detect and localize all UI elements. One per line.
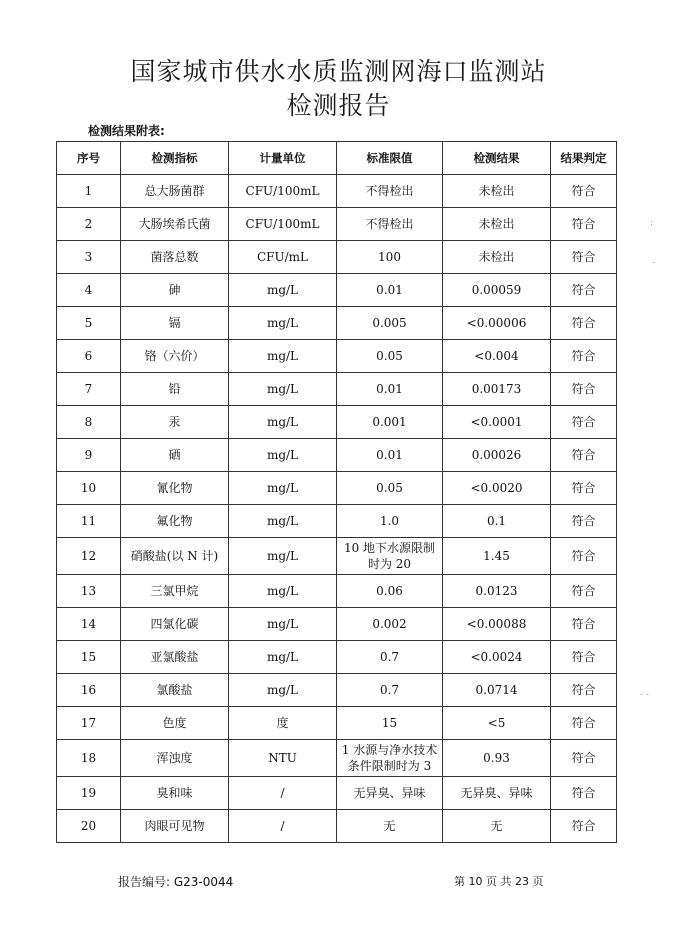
- cell-result: 0.1: [443, 505, 551, 538]
- cell-no: 10: [57, 472, 121, 505]
- cell-result: <0.0001: [443, 406, 551, 439]
- table-row: [57, 340, 617, 373]
- table-row: [57, 740, 617, 777]
- cell-no: 6: [57, 340, 121, 373]
- cell-limit: 15: [337, 707, 443, 740]
- cell-unit: 度: [229, 707, 337, 740]
- cell-item: 总大肠菌群: [121, 175, 229, 208]
- cell-result: 未检出: [443, 241, 551, 274]
- cell-no: 13: [57, 575, 121, 608]
- cell-item: 浑浊度: [121, 740, 229, 777]
- cell-item: 三氯甲烷: [121, 575, 229, 608]
- cell-result: <0.00088: [443, 608, 551, 641]
- table-row: [57, 406, 617, 439]
- cell-result: 未检出: [443, 208, 551, 241]
- cell-judgement: 符合: [551, 175, 617, 208]
- cell-item: 四氯化碳: [121, 608, 229, 641]
- cell-limit: 0.005: [337, 307, 443, 340]
- cell-item: 汞: [121, 406, 229, 439]
- cell-limit: 不得检出: [337, 208, 443, 241]
- cell-limit: 0.7: [337, 641, 443, 674]
- cell-unit: NTU: [229, 740, 337, 777]
- cell-unit: CFU/mL: [229, 241, 337, 274]
- cell-result: 0.00173: [443, 373, 551, 406]
- cell-item: 砷: [121, 274, 229, 307]
- cell-result: <0.0020: [443, 472, 551, 505]
- cell-no: 19: [57, 777, 121, 810]
- cell-no: 4: [57, 274, 121, 307]
- cell-unit: mg/L: [229, 406, 337, 439]
- cell-result: <0.004: [443, 340, 551, 373]
- cell-item: 硝酸盐(以 N 计): [121, 538, 229, 575]
- cell-item: 菌落总数: [121, 241, 229, 274]
- cell-result: 0.0714: [443, 674, 551, 707]
- cell-limit: 0.001: [337, 406, 443, 439]
- cell-item: 氰化物: [121, 472, 229, 505]
- cell-no: 12: [57, 538, 121, 575]
- table-row: [57, 274, 617, 307]
- cell-result: <0.0024: [443, 641, 551, 674]
- cell-limit: 0.05: [337, 340, 443, 373]
- cell-judgement: 符合: [551, 439, 617, 472]
- cell-result: 0.00026: [443, 439, 551, 472]
- table-row: [57, 241, 617, 274]
- table-row: [57, 307, 617, 340]
- cell-unit: CFU/100mL: [229, 208, 337, 241]
- cell-judgement: 符合: [551, 777, 617, 810]
- cell-result: <0.00006: [443, 307, 551, 340]
- cell-unit: mg/L: [229, 538, 337, 575]
- cell-no: 17: [57, 707, 121, 740]
- cell-judgement: 符合: [551, 505, 617, 538]
- table-row: [57, 810, 617, 843]
- cell-unit: /: [229, 810, 337, 843]
- cell-limit: 0.01: [337, 439, 443, 472]
- cell-no: 2: [57, 208, 121, 241]
- cell-unit: mg/L: [229, 608, 337, 641]
- cell-no: 8: [57, 406, 121, 439]
- table-row: [57, 538, 617, 575]
- column-header-no: 序号: [57, 142, 121, 175]
- cell-no: 1: [57, 175, 121, 208]
- cell-result: 未检出: [443, 175, 551, 208]
- cell-judgement: 符合: [551, 740, 617, 777]
- cell-judgement: 符合: [551, 641, 617, 674]
- cell-judgement: 符合: [551, 575, 617, 608]
- column-header-judgement: 结果判定: [551, 142, 617, 175]
- cell-judgement: 符合: [551, 241, 617, 274]
- cell-limit: 10 地下水源限制时为 20: [337, 538, 443, 575]
- scan-mark: -: [652, 258, 656, 268]
- cell-item: 氟化物: [121, 505, 229, 538]
- cell-unit: mg/L: [229, 641, 337, 674]
- table-row: [57, 707, 617, 740]
- cell-unit: mg/L: [229, 674, 337, 707]
- cell-no: 15: [57, 641, 121, 674]
- cell-judgement: 符合: [551, 208, 617, 241]
- cell-no: 9: [57, 439, 121, 472]
- cell-unit: mg/L: [229, 439, 337, 472]
- cell-unit: mg/L: [229, 505, 337, 538]
- cell-item: 亚氯酸盐: [121, 641, 229, 674]
- cell-limit: 0.01: [337, 373, 443, 406]
- scan-mark: :: [650, 218, 654, 228]
- cell-result: 0.00059: [443, 274, 551, 307]
- table-row: [57, 208, 617, 241]
- cell-item: 大肠埃希氏菌: [121, 208, 229, 241]
- cell-result: 0.93: [443, 740, 551, 777]
- cell-result: 无: [443, 810, 551, 843]
- cell-result: 无异臭、异味: [443, 777, 551, 810]
- cell-no: 3: [57, 241, 121, 274]
- table-row: [57, 641, 617, 674]
- cell-no: 20: [57, 810, 121, 843]
- table-row: [57, 608, 617, 641]
- cell-judgement: 符合: [551, 538, 617, 575]
- cell-judgement: 符合: [551, 406, 617, 439]
- cell-limit: 1.0: [337, 505, 443, 538]
- cell-limit: 0.05: [337, 472, 443, 505]
- cell-unit: mg/L: [229, 575, 337, 608]
- cell-limit: 0.01: [337, 274, 443, 307]
- cell-item: 铬（六价）: [121, 340, 229, 373]
- cell-judgement: 符合: [551, 472, 617, 505]
- results-table: [56, 141, 617, 843]
- page-number: 第 10 页 共 23 页: [454, 875, 544, 888]
- report-subtitle: 检测报告: [286, 91, 391, 120]
- table-header-row: [57, 142, 617, 175]
- cell-judgement: 符合: [551, 810, 617, 843]
- cell-result: 0.0123: [443, 575, 551, 608]
- column-header-item: 检测指标: [121, 142, 229, 175]
- cell-item: 氯酸盐: [121, 674, 229, 707]
- cell-no: 18: [57, 740, 121, 777]
- cell-judgement: 符合: [551, 340, 617, 373]
- cell-unit: CFU/100mL: [229, 175, 337, 208]
- scan-mark: - -: [640, 690, 649, 700]
- cell-no: 14: [57, 608, 121, 641]
- table-row: [57, 373, 617, 406]
- cell-no: 16: [57, 674, 121, 707]
- cell-result: <5: [443, 707, 551, 740]
- report-number: 报告编号: G23-0044: [118, 875, 234, 889]
- cell-unit: mg/L: [229, 373, 337, 406]
- cell-judgement: 符合: [551, 608, 617, 641]
- column-header-unit: 计量单位: [229, 142, 337, 175]
- cell-judgement: 符合: [551, 307, 617, 340]
- cell-no: 11: [57, 505, 121, 538]
- cell-unit: /: [229, 777, 337, 810]
- cell-no: 7: [57, 373, 121, 406]
- cell-limit: 不得检出: [337, 175, 443, 208]
- table-row: [57, 505, 617, 538]
- table-row: [57, 472, 617, 505]
- report-title: 国家城市供水水质监测网海口监测站: [130, 57, 547, 86]
- table-row: [57, 575, 617, 608]
- cell-item: 肉眼可见物: [121, 810, 229, 843]
- table-row: [57, 777, 617, 810]
- cell-judgement: 符合: [551, 373, 617, 406]
- cell-limit: 0.7: [337, 674, 443, 707]
- attachment-label: 检测结果附表:: [88, 124, 165, 138]
- cell-limit: 0.002: [337, 608, 443, 641]
- cell-item: 硒: [121, 439, 229, 472]
- cell-unit: mg/L: [229, 307, 337, 340]
- cell-item: 镉: [121, 307, 229, 340]
- cell-limit: 无异臭、异味: [337, 777, 443, 810]
- cell-unit: mg/L: [229, 340, 337, 373]
- cell-no: 5: [57, 307, 121, 340]
- cell-item: 臭和味: [121, 777, 229, 810]
- cell-limit: 100: [337, 241, 443, 274]
- column-header-limit: 标准限值: [337, 142, 443, 175]
- table-row: [57, 175, 617, 208]
- column-header-result: 检测结果: [443, 142, 551, 175]
- cell-judgement: 符合: [551, 674, 617, 707]
- cell-result: 1.45: [443, 538, 551, 575]
- table-row: [57, 674, 617, 707]
- cell-limit: 0.06: [337, 575, 443, 608]
- cell-unit: mg/L: [229, 274, 337, 307]
- cell-item: 铅: [121, 373, 229, 406]
- table-row: [57, 439, 617, 472]
- table-body: [57, 175, 617, 843]
- cell-limit: 1 水源与净水技术条件限制时为 3: [337, 740, 443, 777]
- cell-unit: mg/L: [229, 472, 337, 505]
- cell-item: 色度: [121, 707, 229, 740]
- cell-judgement: 符合: [551, 274, 617, 307]
- cell-judgement: 符合: [551, 707, 617, 740]
- cell-limit: 无: [337, 810, 443, 843]
